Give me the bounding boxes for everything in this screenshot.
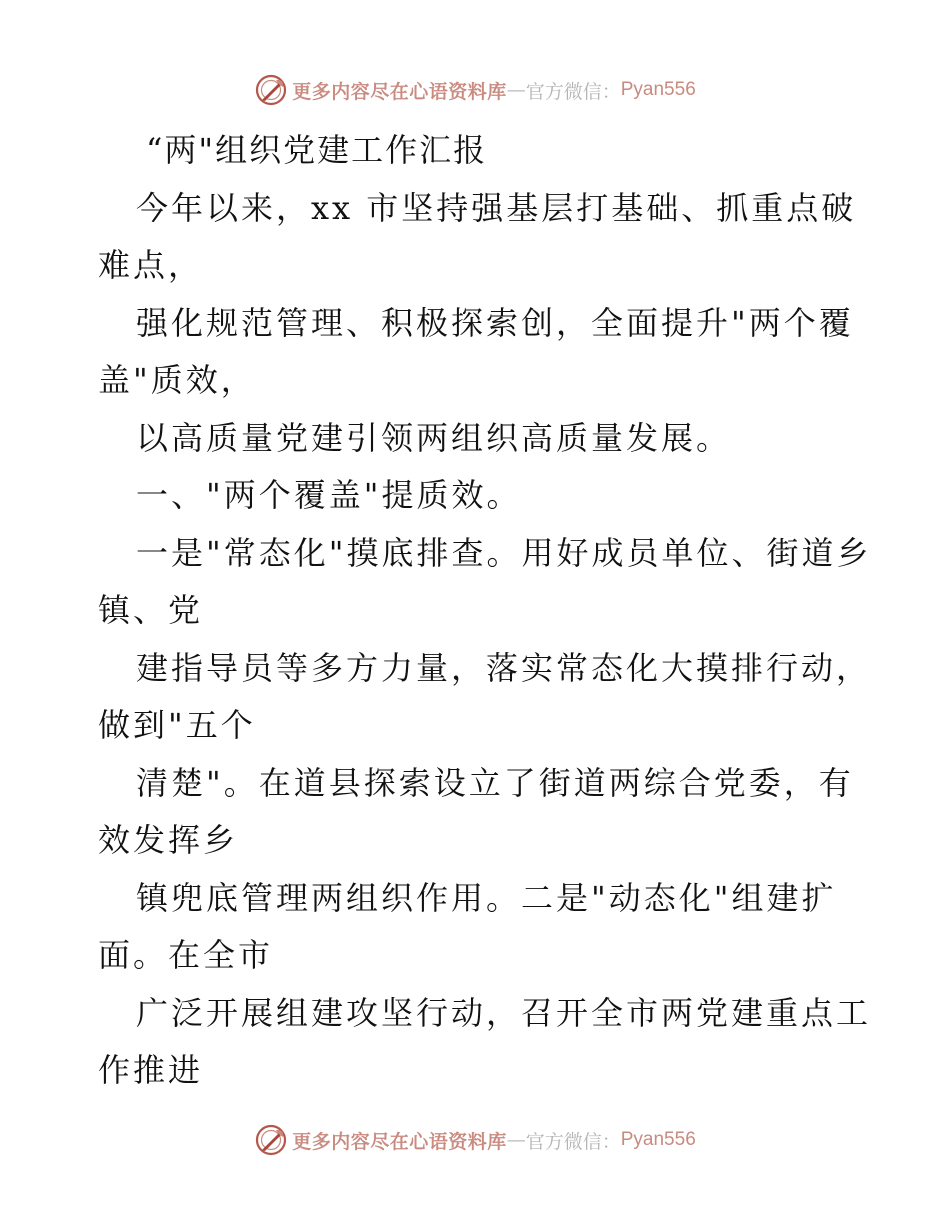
paragraph-line: 镇兜底管理两组织作用。二是"动态化"组建扩	[136, 878, 837, 917]
paragraph-line: 做到"五个	[98, 706, 256, 744]
footer-watermark	[0, 1120, 950, 1160]
quill-seal-icon	[254, 1123, 288, 1157]
watermark-separator: —	[506, 1129, 526, 1151]
section-heading: 一、"两个覆盖"提质效。	[136, 476, 522, 514]
paragraph-line: 效发挥乡	[98, 821, 239, 859]
watermark-site-text: 更多内容尽在心语资料库	[292, 80, 507, 103]
watermark-separator: —	[506, 79, 526, 101]
paragraph-line: 面。在全市	[98, 936, 274, 974]
paragraph-line: 一是"常态化"摸底排查。用好成员单位、街道乡	[136, 533, 872, 572]
watermark-wechat-id: Pyan556	[620, 1129, 696, 1150]
document-body	[98, 122, 872, 1100]
paragraph-line: 广泛开展组建攻坚行动，召开全市两党建重点工	[136, 993, 872, 1032]
document-title: “两"组织党建工作汇报	[146, 131, 488, 169]
paragraph-line: 作推进	[98, 1051, 204, 1089]
paragraph-line: 镇、党	[98, 591, 204, 629]
paragraph-line: 清楚"。在道县探索设立了街道两综合党委，有	[136, 763, 854, 802]
paragraph-line: 盖"质效，	[98, 361, 256, 399]
watermark-site-text: 更多内容尽在心语资料库	[292, 1130, 507, 1153]
paragraph-line: 强化规范管理、积极探索创，全面提升"两个覆	[136, 303, 854, 342]
paragraph-line: 以高质量党建引领两组织高质量发展。	[136, 418, 732, 457]
paragraph-line: 今年以来，xx 市坚持强基层打基础、抓重点破	[136, 188, 857, 227]
paragraph-line: 难点，	[98, 246, 204, 284]
header-watermark	[0, 70, 950, 110]
watermark-wechat-id: Pyan556	[620, 79, 696, 100]
watermark-wechat-label: 官方微信：	[525, 1130, 621, 1153]
watermark-wechat-label: 官方微信：	[525, 80, 621, 103]
quill-seal-icon	[254, 73, 288, 107]
paragraph-line: 建指导员等多方力量，落实常态化大摸排行动，	[136, 648, 872, 687]
